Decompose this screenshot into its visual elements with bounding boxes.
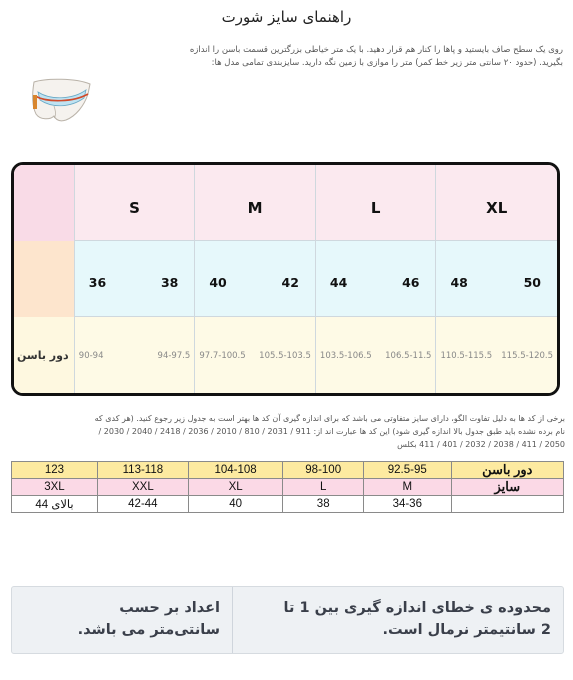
size-number-row xyxy=(14,241,557,317)
table-cell: 113-118 xyxy=(97,462,188,479)
size-label: L xyxy=(370,199,381,217)
size-number: 36 xyxy=(88,275,107,290)
hip-range: 106.5-11.5 xyxy=(385,351,432,361)
range-cell xyxy=(436,317,557,396)
size-chart xyxy=(11,162,560,396)
table-cell: بالای 44 xyxy=(12,496,98,513)
corner-cell xyxy=(14,165,75,241)
table-row xyxy=(12,479,564,496)
note-line-1: برخی از کد ها به دلیل تفاوت الگو، دارای سایز متفاوتی می باشد که برای اندازه گیری آن کد ها بهتر است به جدول زیر رجوع کنید. (هر کدی که xyxy=(94,414,565,423)
special-codes-table xyxy=(11,461,564,513)
size-number: 50 xyxy=(523,275,542,290)
size-label: M xyxy=(247,199,263,217)
hip-range: 90-94 xyxy=(78,351,104,361)
size-cell xyxy=(316,165,437,241)
size-number: 40 xyxy=(209,275,227,290)
error-margin-note xyxy=(233,587,563,653)
number-cell xyxy=(75,241,196,317)
size-number: 44 xyxy=(329,275,348,290)
note-line-3: 2050 / 411 / 2038 / 2032 / 401 / 411 بکلس xyxy=(397,440,565,449)
size-number: 46 xyxy=(402,275,420,290)
hip-range: 105.5-103.5 xyxy=(259,351,311,361)
range-cell xyxy=(195,317,316,396)
number-cell xyxy=(195,241,316,317)
hip-range: 110.5-115.5 xyxy=(440,351,493,361)
size-number: 42 xyxy=(281,275,299,290)
range-cell xyxy=(75,317,196,396)
hip-range: 94-97.5 xyxy=(157,351,191,361)
units-note xyxy=(12,587,233,653)
note-line-2: نام برده نشده باید طبق جدول بالا اندازه گیری شود) این کد ها عبارت اند از: 911 / 2031 / 810 / 2010 / 2036 / 2418 / 2040 / 2030 / xyxy=(98,427,565,436)
row-label-cell xyxy=(14,317,75,396)
hip-row-label: دور باسن xyxy=(17,349,69,362)
intro-line-2: بگیرید. (حدود ۲۰ سانتی متر زیر خط کمر) متر را موازی با زمین نگه دارید. سایزبندی تمامی مدل ها: xyxy=(211,58,563,68)
size-label: S xyxy=(129,199,140,217)
table-cell: 34-36 xyxy=(363,496,451,513)
hip-range: 103.5-106.5 xyxy=(319,351,372,361)
table-row xyxy=(12,496,564,513)
size-cell xyxy=(75,165,196,241)
table-cell: 3XL xyxy=(12,479,98,496)
hip-range: 97.7-100.5 xyxy=(199,351,246,361)
size-cell xyxy=(436,165,557,241)
table-cell: 92.5-95 xyxy=(363,462,451,479)
size-number: 48 xyxy=(450,275,468,290)
table-cell: XL xyxy=(188,479,283,496)
hip-range: 115.5-120.5 xyxy=(501,351,554,361)
table-row xyxy=(12,462,564,479)
error-margin-line-1: محدوده ی خطای اندازه گیری بین 1 تا xyxy=(283,600,551,616)
range-cell xyxy=(316,317,437,396)
table-cell: 104-108 xyxy=(188,462,283,479)
units-line-2: سانتی‌متر می باشد. xyxy=(77,622,220,638)
table-cell: 123 xyxy=(12,462,98,479)
error-margin-line-2: 2 سانتیمتر نرمال است. xyxy=(382,622,551,638)
page-title: راهنمای سایز شورت xyxy=(221,8,352,26)
hip-measurement-illustration xyxy=(26,76,96,124)
number-cell xyxy=(316,241,437,317)
size-label: XL xyxy=(486,199,508,217)
intro-line-1: روی یک سطح صاف بایستید و پاها را کنار هم قرار دهید. با یک متر خیاطی بزرگترین قسمت باسن را اندازه xyxy=(189,45,563,55)
row-header: سایز xyxy=(451,479,563,496)
table-cell: L xyxy=(283,479,364,496)
hip-range-row xyxy=(14,317,557,396)
table-cell: M xyxy=(363,479,451,496)
units-line-1: اعداد بر حسب xyxy=(119,600,220,616)
row-header: دور باسن xyxy=(451,462,563,479)
info-bar xyxy=(11,586,564,654)
intro-text xyxy=(143,44,563,70)
exception-note xyxy=(10,412,565,451)
row-header xyxy=(451,496,563,513)
table-cell: 98-100 xyxy=(283,462,364,479)
size-header-row xyxy=(14,165,557,241)
table-cell: 38 xyxy=(283,496,364,513)
corner-cell xyxy=(14,241,75,317)
table-cell: XXL xyxy=(97,479,188,496)
number-cell xyxy=(436,241,557,317)
size-number: 38 xyxy=(160,275,179,290)
table-cell: 42-44 xyxy=(97,496,188,513)
size-cell xyxy=(195,165,316,241)
table-cell: 40 xyxy=(188,496,283,513)
